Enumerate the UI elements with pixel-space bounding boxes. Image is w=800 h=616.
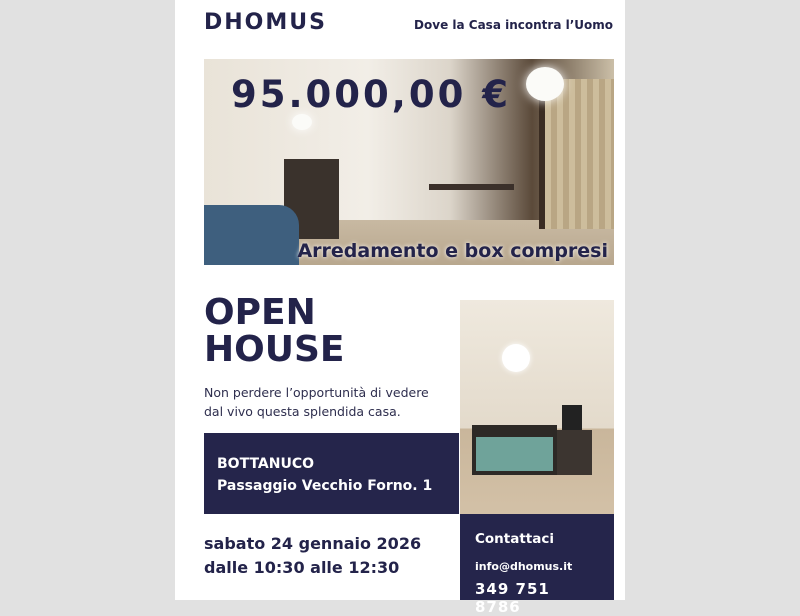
flyer-page: [175, 0, 625, 616]
title-line: HOUSE: [204, 329, 345, 370]
description-line: dal vivo questa splendida casa.: [204, 404, 401, 419]
event-title: [204, 294, 344, 368]
bed: [472, 425, 557, 475]
title-line: OPEN: [204, 292, 316, 333]
bedroom-photo: [460, 300, 614, 514]
lamp: [502, 344, 530, 372]
tv: [562, 405, 582, 430]
event-description: [204, 383, 429, 421]
contact-email[interactable]: info@dhomus.it: [475, 560, 573, 573]
lamp: [292, 114, 312, 130]
contact-title: Contattaci: [475, 531, 555, 547]
city: BOTTANUCO: [217, 456, 315, 472]
dining-table: [429, 184, 514, 224]
contact-box: [460, 514, 614, 616]
brand-logo: DHOMUS: [204, 10, 327, 35]
address: Passaggio Vecchio Forno. 1: [217, 478, 433, 494]
description-line: Non perdere l’opportunità di vedere: [204, 385, 429, 400]
event-datetime: [204, 532, 421, 580]
hero-caption: Arredamento e box compresi: [297, 240, 608, 262]
address-box: [204, 433, 459, 514]
lamp: [526, 67, 564, 101]
living-room-photo: [204, 59, 614, 265]
event-time: dalle 10:30 alle 12:30: [204, 558, 400, 577]
event-date: sabato 24 gennaio 2026: [204, 534, 422, 553]
contact-phone[interactable]: 349 751 8786: [475, 580, 550, 616]
dresser: [555, 430, 592, 475]
tagline: Dove la Casa incontra l’Uomo: [414, 18, 613, 32]
price: 95.000,00 €: [231, 73, 511, 116]
sofa: [204, 205, 299, 265]
curtain: [539, 79, 614, 229]
